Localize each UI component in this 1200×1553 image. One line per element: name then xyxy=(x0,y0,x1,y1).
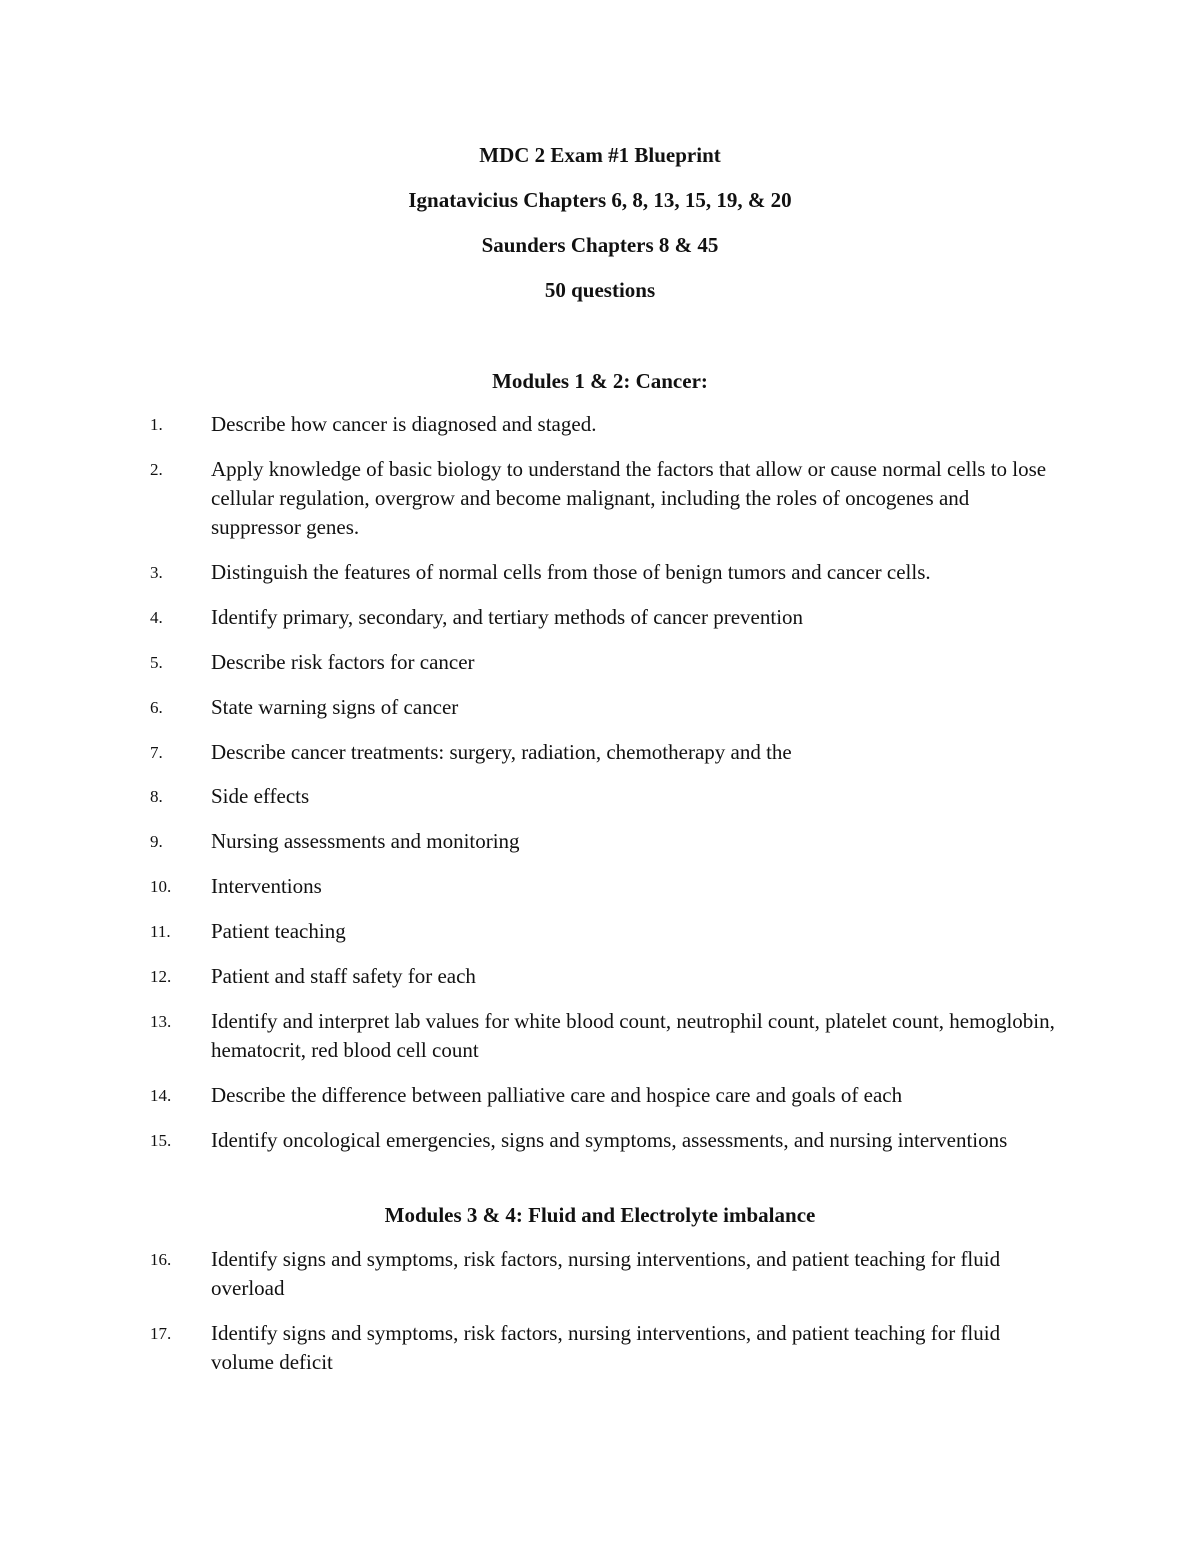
list-item-number: 10. xyxy=(150,877,172,896)
ignatavicius-chapters: Ignatavicius Chapters 6, 8, 13, 15, 19, & 20 xyxy=(408,188,792,212)
list-item-text: Identify signs and symptoms, risk factors, nursing interventions, and patient teaching for fluid volume deficit xyxy=(211,1321,1001,1374)
list-item-text: Identify oncological emergencies, signs and symptoms, assessments, and nursing interventions xyxy=(211,1128,1008,1152)
list-item-number: 5. xyxy=(150,653,163,672)
list-item-number: 8. xyxy=(150,787,163,806)
list-item-text: Identify primary, secondary, and tertiary methods of cancer prevention xyxy=(211,605,804,629)
list-item-number: 14. xyxy=(150,1086,172,1105)
list-item-number: 3. xyxy=(150,563,163,582)
saunders-chapters: Saunders Chapters 8 & 45 xyxy=(481,233,719,257)
list-item-text: Describe how cancer is diagnosed and staged. xyxy=(211,412,597,436)
list-item-number: 7. xyxy=(150,743,163,762)
list-item-text: State warning signs of cancer xyxy=(211,695,459,719)
list-item-number: 16. xyxy=(150,1250,172,1269)
list-item-text: Side effects xyxy=(211,784,310,808)
list-item-number: 6. xyxy=(150,698,163,717)
list-item-number: 15. xyxy=(150,1131,172,1150)
list-item-text: Distinguish the features of normal cells from those of benign tumors and cancer cells. xyxy=(211,560,931,584)
document-title: MDC 2 Exam #1 Blueprint xyxy=(479,143,721,167)
list-item-text: Describe the difference between palliative care and hospice care and goals of each xyxy=(211,1083,903,1107)
list-item-number: 2. xyxy=(150,460,163,479)
question-count: 50 questions xyxy=(544,278,656,302)
section-heading-fluid-electrolyte: Modules 3 & 4: Fluid and Electrolyte imbalance xyxy=(384,1203,816,1227)
list-item-text: Interventions xyxy=(211,874,322,898)
list-item-number: 4. xyxy=(150,608,163,627)
document-header xyxy=(0,140,1200,320)
list-item-text: Describe risk factors for cancer xyxy=(211,650,475,674)
list-item-text: Patient teaching xyxy=(211,919,346,943)
list-item-number: 11. xyxy=(150,922,171,941)
list-item-text: Patient and staff safety for each xyxy=(211,964,476,988)
list-item-text: Apply knowledge of basic biology to understand the factors that allow or cause normal cells to lose cellular regulation, overgrow and become malignant, including the roles of oncogenes and suppressor genes. xyxy=(211,457,1047,539)
list-item-text: Nursing assessments and monitoring xyxy=(211,829,520,853)
list-item-text: Identify and interpret lab values for white blood count, neutrophil count, platelet count, hemoglobin, hematocrit, red blood cell count xyxy=(211,1009,1055,1062)
list-item-number: 9. xyxy=(150,832,163,851)
list-item-number: 1. xyxy=(150,415,163,434)
list-item-text: Describe cancer treatments: surgery, radiation, chemotherapy and the xyxy=(211,740,792,764)
list-item-number: 12. xyxy=(150,967,172,986)
list-item-number: 17. xyxy=(150,1324,172,1343)
list-item-number: 13. xyxy=(150,1012,172,1031)
list-item-text: Identify signs and symptoms, risk factors, nursing interventions, and patient teaching for fluid overload xyxy=(211,1247,1001,1300)
section-heading-cancer: Modules 1 & 2: Cancer: xyxy=(492,369,708,393)
